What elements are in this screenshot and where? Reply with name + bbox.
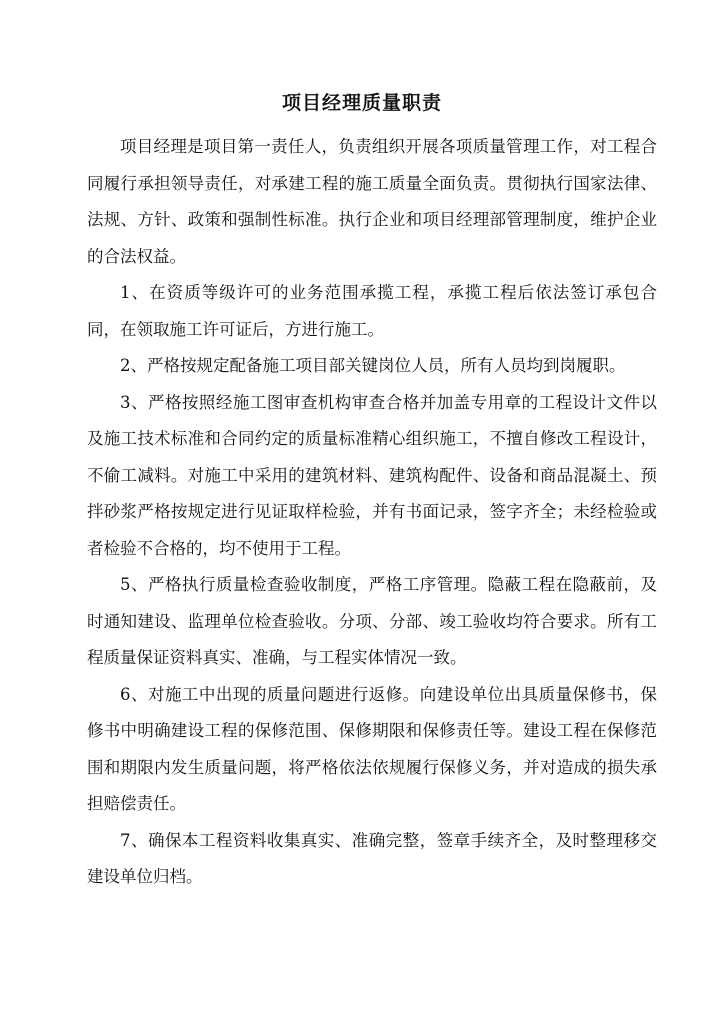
paragraph-item-7: 7、确保本工程资料收集真实、准确完整，签章手续齐全，及时整理移交建设单位归档。 [87,830,657,886]
paragraph-item-5: 5、严格执行质量检查验收制度，严格工序管理。隐蔽工程在隐蔽前，及时通知建设、监理单位检查验收。分项、分部、竣工验收均符合要求。所有工程质量保证资料真实、准确，与工程实体情况一致。 [87,575,657,667]
paragraph-item-3: 3、严格按照经施工图审查机构审查合格并加盖专用章的工程设计文件以及施工技术标准和合同约定的质量标准精心组织施工，不擅自修改工程设计，不偷工减料。对施工中采用的建筑材料、建筑构配件、设备和商品混凝土、预拌砂浆严格按规定进行见证取样检验，并有书面记录，签字齐全；未经检验或者检验不合格的，均不使用于工程。 [87,392,657,558]
paragraph-item-2: 2、严格按规定配备施工项目部关键岗位人员，所有人员均到岗履职。 [120,356,626,375]
paragraph-item-6: 6、对施工中出现的质量问题进行返修。向建设单位出具质量保修书，保修书中明确建设工程的保修范围、保修期限和保修责任等。建设工程在保修范围和期限内发生质量问题，将严格依法依规履行保修义务，并对造成的损失承担赔偿责任。 [87,684,657,813]
paragraph-intro: 项目经理是项目第一责任人，负责组织开展各项质量管理工作，对工程合同履行承担领导责任，对承建工程的施工质量全面负责。贯彻执行国家法律、法规、方针、政策和强制性标准。执行企业和项目经理部管理制度，维护企业的合法权益。 [87,137,657,266]
page-title: 项目经理质量职责 [281,92,442,114]
paragraph-item-1: 1、在资质等级许可的业务范围承揽工程，承揽工程后依法签订承包合同，在领取施工许可证后，方进行施工。 [87,283,657,339]
document-body [87,129,657,896]
